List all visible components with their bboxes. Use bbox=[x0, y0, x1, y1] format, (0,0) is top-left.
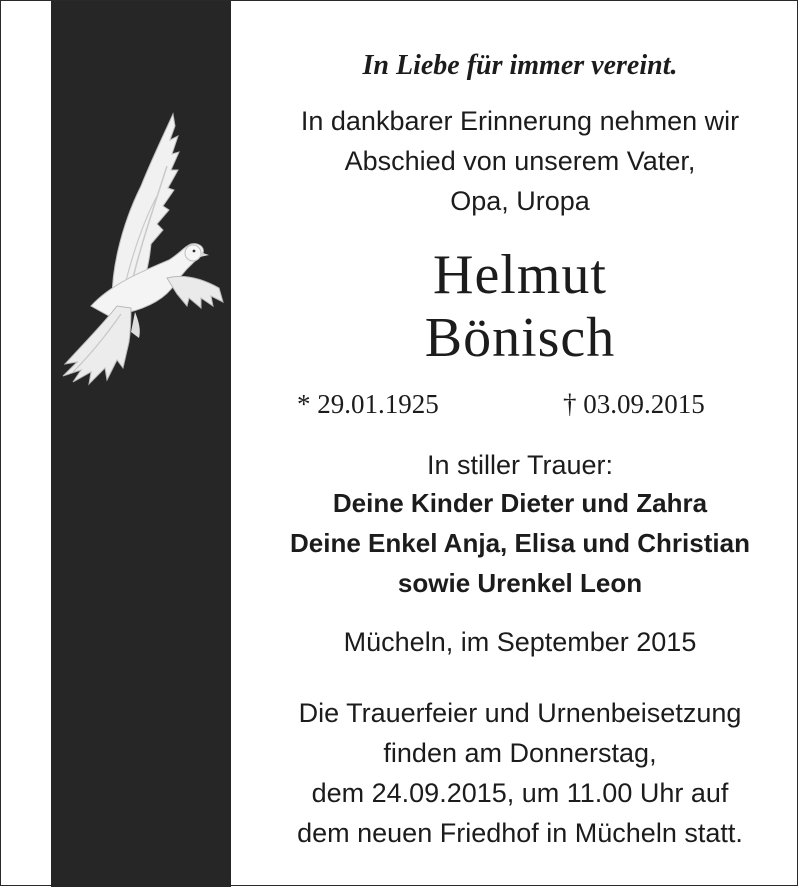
notice-text bbox=[239, 1, 800, 887]
grief-label: In stiller Trauer: bbox=[426, 450, 614, 480]
family-line: Deine Kinder Dieter und Zahra bbox=[332, 488, 708, 518]
last-name: Bönisch bbox=[424, 307, 616, 369]
first-name: Helmut bbox=[433, 244, 607, 306]
intro-line: In dankbarer Erinnerung nehmen wir bbox=[300, 106, 740, 136]
service-line: finden am Donnerstag, bbox=[383, 738, 657, 768]
family-line: Deine Enkel Anja, Elisa und Christian bbox=[290, 528, 750, 558]
service-line: Die Trauerfeier und Urnenbeisetzung bbox=[298, 698, 742, 728]
service-line: dem 24.09.2015, um 11.00 Uhr auf bbox=[311, 778, 729, 808]
service-line: dem neuen Friedhof in Mücheln statt. bbox=[297, 818, 743, 848]
family-line: sowie Urenkel Leon bbox=[397, 568, 643, 598]
white-dove-icon bbox=[51, 106, 231, 386]
place-date: Mücheln, im September 2015 bbox=[343, 627, 697, 657]
motto: In Liebe für immer vereint. bbox=[362, 50, 678, 81]
birth-date: * 29.01.1925 bbox=[297, 389, 439, 419]
intro-line: Opa, Uropa bbox=[450, 186, 590, 216]
intro-line: Abschied von unserem Vater, bbox=[344, 146, 696, 176]
death-date: † 03.09.2015 bbox=[563, 389, 705, 419]
